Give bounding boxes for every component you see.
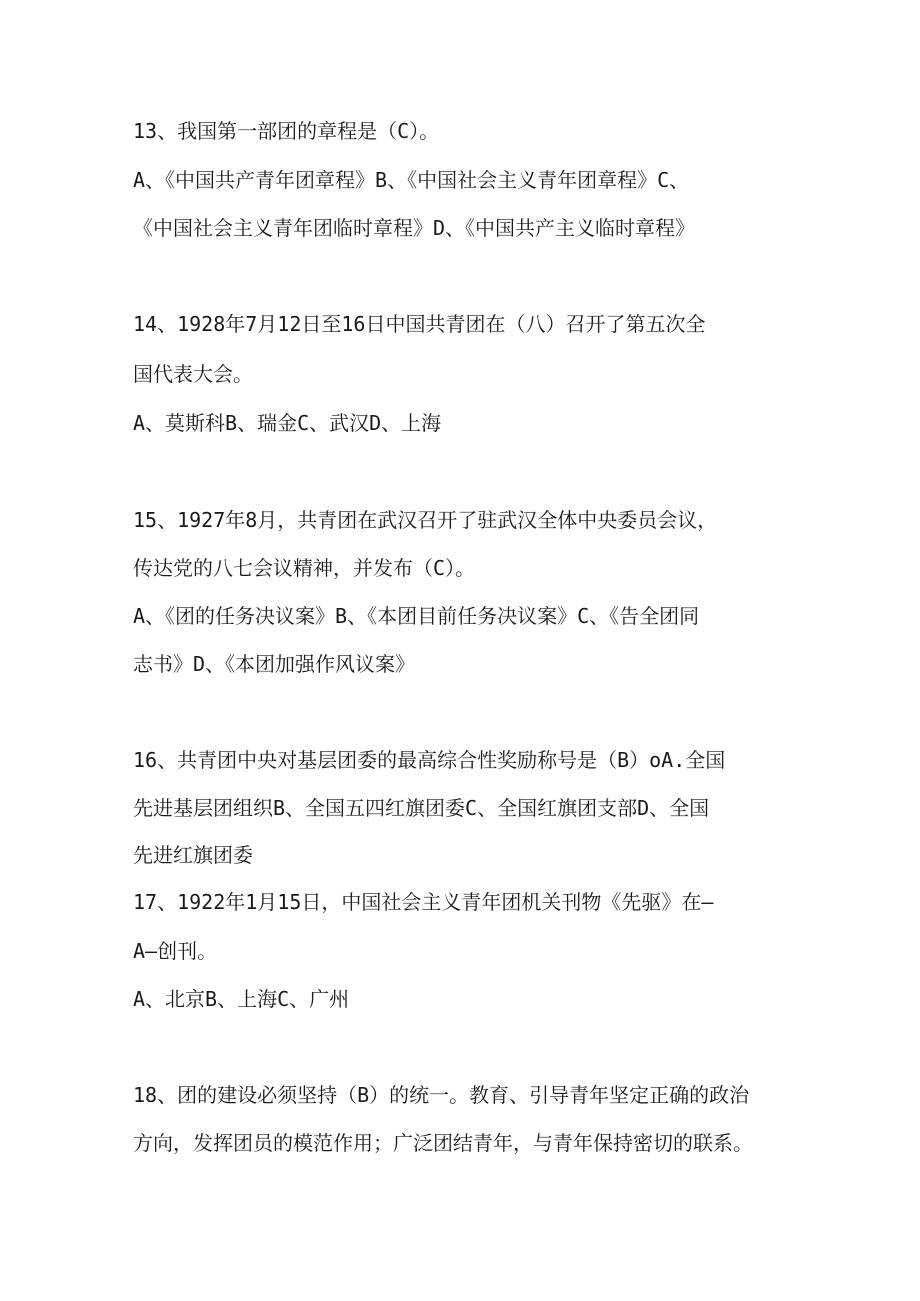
question-14-text-line-2: 国代表大会。 [133,362,253,386]
question-15-text-line-1: 15、1927年8月，共青团在武汉召开了驻武汉全体中央委员会议， [133,508,718,532]
question-16-line-3: 先进红旗团委 [133,843,253,867]
question-16-line-1: 16、共青团中央对基层团委的最高综合性奖励称号是（B）oA.全国 [133,748,726,772]
question-17-text-line-2: A—创刊。 [133,939,218,963]
question-16-line-2: 先进基层团组织B、全国五四红旗团委C、全国红旗团支部D、全国 [133,796,710,820]
question-13-options-line-1: A、《中国共产青年团章程》B、《中国社会主义青年团章程》C、 [133,168,690,192]
question-15-text-line-2: 传达党的八七会议精神，并发布（C）。 [133,556,476,580]
question-13-text: 13、我国第一部团的章程是（C）。 [133,119,440,143]
question-18-line-2: 方向，发挥团员的模范作用；广泛团结青年，与青年保持密切的联系。 [133,1131,753,1155]
question-17-text-line-1: 17、1922年1月15日，中国社会主义青年团机关刊物《先驱》在— [133,890,714,914]
question-18-line-1: 18、团的建设必须坚持（B）的统一。教育、引导青年坚定正确的政治 [133,1083,750,1107]
question-13-options-line-2: 《中国社会主义青年团临时章程》D、《中国共产主义临时章程》 [133,216,696,240]
question-14-options: A、莫斯科B、瑞金C、武汉D、上海 [133,411,442,435]
question-15-options-line-2: 志书》D、《本团加强作风议案》 [133,652,416,676]
question-17-options: A、北京B、上海C、广州 [133,987,350,1011]
question-14-text-line-1: 14、1928年7月12日至16日中国共青团在（八）召开了第五次全 [133,312,706,336]
question-15-options-line-1: A、《团的任务决议案》B、《本团目前任务决议案》C、《告全团同 [133,604,700,628]
